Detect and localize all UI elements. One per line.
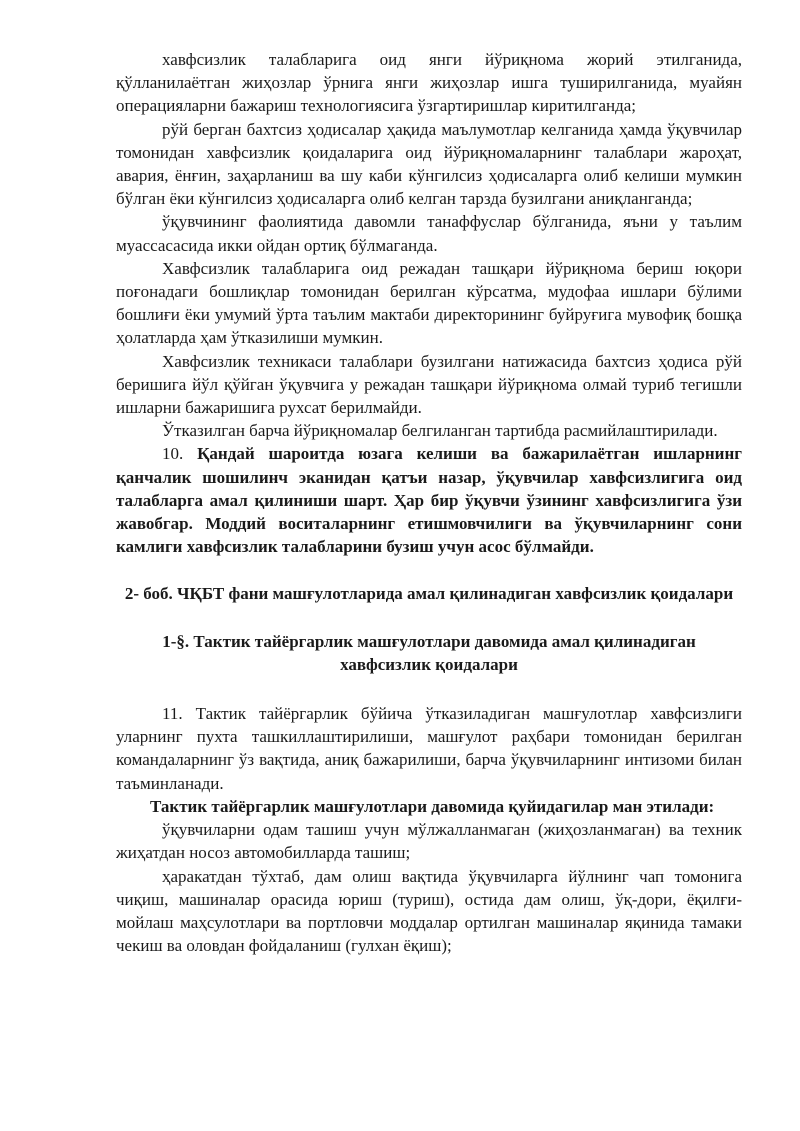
paragraph-rest-stops: ҳаракатдан тўхтаб, дам олиш вақтида ўқувчиларга йўлнинг чап томонига чиқиш, машиналар орасида юриш (туриш), остида дам олиш, ўқ-дори, ёқилғи-мойлаш маҳсулотлари ва портловчи моддалар ортилган машиналар яқинида тамаки чекиш ва оловдан фойдаланиш (гулхан ёқиш); xyxy=(116,866,742,956)
prohibited-heading: Тактик тайёргарлик машғулотлари давомида қуйидагилар ман этилади: xyxy=(150,796,715,816)
paragraph-unscheduled-briefing: Хавфсизлик талабларига оид режадан ташқари йўриқнома бериш юқори поғонадаги бошлиқлар томонидан берилган кўрсатма, мудофаа ишлари бўлими бошлиғи ёки умумий ўрта таълим мактаби директорининг буйруғига мувофиқ бошқа ҳолатларда ҳам ўтказилиши мумкин. xyxy=(116,258,742,348)
item-10-text: Қандай шароитда юзага келиши ва бажарилаётган ишларнинг қанчалик шошилинч эканидан қатъи назар, ўқувчилар хавфсизлигига оид талабларга амал қилиниши шарт. Ҳар бир ўқувчи ўзининг хавфсизлигига ўзи жавобгар. Моддий воситаларнинг етишмовчилиги ва ўқувчиларнинг сони камлиги хавфсизлик талабларини бузиш учун асос бўлмайди. xyxy=(116,444,742,557)
section-heading: 1-§. Тактик тайёргарлик машғулотлари давомида амал қилинадиган хавфсизлик қоидалари xyxy=(162,631,696,674)
paragraph-transport: ўқувчиларни одам ташиш учун мўлжалланмаган (жиҳозланмаган) ва техник жиҳатдан носоз автомобилларда ташиш; xyxy=(116,820,742,863)
paragraph-accidents: рўй берган бахтсиз ҳодисалар ҳақида маълумотлар келганида ҳамда ўқувчилар томонидан хавфсизлик қоидаларига оид йўриқномаларнинг талаблари жароҳат, авария, ёнғин, заҳарланиш ва шу каби кўнгилсиз ҳодисаларга олиб келиши мумкин бўлган ёки кўнгилсиз ҳодисаларга олиб келган тарзда бузилгани аниқланганда; xyxy=(116,119,742,209)
paragraph-new-instructions: хавфсизлик талабларига оид янги йўриқнома жорий этилганида, қўлланилаётган жиҳозлар ўрнига янги жиҳозлар ишга туширилганида, муайян операцияларни бажариш технологиясига ўзгартиришлар киритилганда; xyxy=(116,50,742,116)
spacer xyxy=(116,676,742,702)
paragraph-violation-consequence: Хавфсизлик техникаси талаблари бузилгани натижасида бахтсиз ҳодиса рўй беришига йўл қўйган ўқувчига у режадан ташқари йўриқнома олмай туриб тегишли ишларни бажаришига рухсат берилмайди. xyxy=(116,351,742,418)
item-11 xyxy=(116,702,742,795)
paragraph-registration: Ўтказилган барча йўриқномалар белгиланган тартибда расмийлаштирилади. xyxy=(162,421,718,441)
item-10 xyxy=(116,442,742,558)
paragraph-breaks: ўқувчининг фаолиятида давомли танаффуслар бўлганида, яъни у таълим муассасасида икки ойдан ортиқ бўлмаганда. xyxy=(116,212,742,255)
chapter-heading: 2- боб. ЧҚБТ фани машғулотларида амал қилинадиган хавфсизлик қоидалари xyxy=(124,584,734,604)
item-11-number: 11. xyxy=(162,704,196,724)
item-11-text: Тактик тайёргарлик бўйича ўтказиладиган машғулотлар хавфсизлиги уларнинг пухта ташкиллаштирилиши, машғулот раҳбари томонидан берилган командаларнинг ўз вақтида, аниқ бажарилиши, барча ўқувчиларнинг интизоми билан таъминланади. xyxy=(116,704,742,793)
item-10-number: 10. xyxy=(162,444,198,464)
spacer xyxy=(116,606,742,630)
spacer xyxy=(116,558,742,582)
